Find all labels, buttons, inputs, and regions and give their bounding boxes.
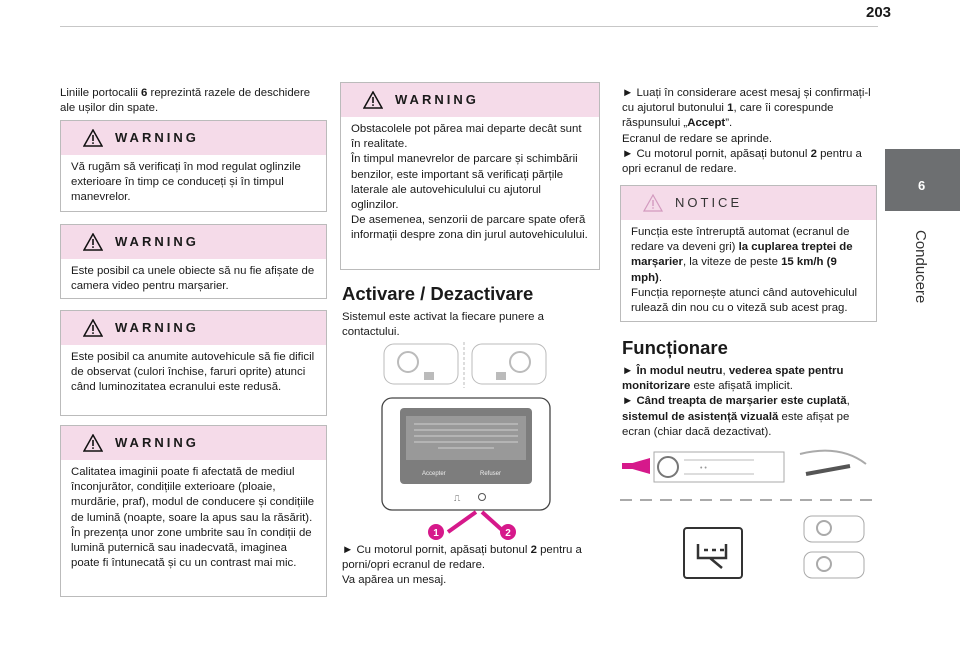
svg-text:• •: • •	[700, 465, 707, 472]
screen-message	[406, 416, 526, 460]
intro-paragraph: Liniile portocalii 6 reprezintă razele de deschidere ale ușilor din spate.	[60, 87, 311, 115]
chapter-tab[interactable]	[885, 149, 960, 211]
steering-wheel-icon	[472, 344, 546, 384]
confirm-instructions: ► Luați în considerare acest mesaj și confirmați-l cu ajutorul butonului 1, care îi corespunde răspunsului „Accept”. Ecranul de redare se aprinde. ► Cu motorul pornit, apăsați butonul 2 pentru a opri ecranul de redare.	[622, 87, 871, 176]
steering-wheel-icon	[804, 516, 864, 578]
warning-box-3: WARNING Este posibil ca anumite autovehicule să fie dificil de observat (culori închise, faruri oprite) atunci când luminozitatea ecranului este redusă.	[60, 310, 327, 416]
warning-triangle-icon	[83, 129, 103, 147]
chapter-title: Conducere	[912, 230, 929, 304]
warning-triangle-icon	[363, 91, 383, 109]
operation-text: ► În modul neutru, vederea spate pentru monitorizare este afișată implicit. ► Când treapta de marșarier este cuplată, sistemul de asistență vizuală este afișat pe ecran (chiar dacă dezactivat).	[622, 365, 850, 438]
section-heading-activation: Activare / Dezactivare	[342, 283, 534, 304]
arrow-to-button-1	[448, 512, 476, 532]
warning-triangle-icon	[83, 434, 103, 452]
refuse-label: Refuser	[480, 471, 502, 477]
header-divider	[60, 26, 878, 27]
activation-instructions: ► Cu motorul pornit, apăsați butonul 2 pentru a porni/opri ecranul de redare. Va apărea un mesaj.	[342, 544, 582, 587]
arrow-to-button-2	[482, 512, 502, 530]
warning-box-1: WARNING Vă rugăm să verificați în mod regulat oglinzile exterioare în timp ce conduceți și în timpul manevrelor.	[60, 120, 327, 212]
steering-wheel-icon	[384, 344, 458, 384]
warning-box-4: WARNING Calitatea imaginii poate fi afectată de mediul înconjurător, condițiile exterioare (ploaie, murdărie, praf), modul de conducere și condițiile de lumină (noapte, soare la apus sau la răsărit). În prezența unor zone umbrite sau în condiții de lumină puternică sau inadecvată, imaginea poate fi întunecată și cu un contrast mai mic.	[60, 425, 327, 597]
section-heading-operation: Funcționare	[622, 337, 728, 358]
warning-triangle-icon	[83, 233, 103, 251]
warning-text: Calitatea imaginii poate fi afectată de mediul înconjurător, condițiile exterioare (ploaie, murdărie, praf), modul de conducere și condițiile de lumină (noapte, soare la apus sau la răsărit). În prezența unor zone umbrite sau în condiții de lumină puternică sau inadecvată, imaginea poate fi întunecată și cu un contrast mai mic.	[71, 466, 315, 570]
page-number: 203	[866, 4, 892, 21]
svg-text:2: 2	[505, 528, 511, 539]
warning-text: Obstacolele pot părea mai departe decât sunt în realitate. În timpul manevrelor de parcare și schimbării benzilor, este important să verificați părțile laterale ale autovehiculului cu ajutorul oglinzilor. De asemenea, senzorii de parcare spate oferă informații despre zona din jurul autovehiculului.	[351, 123, 588, 242]
display-screen-illustration	[378, 336, 554, 540]
notice-box: NOTICE Funcția este întreruptă automat (ecranul de redare va deveni gri) la cuplarea treptei de marșarier, la viteze de peste 15 km/h (9 mph). Funcția repornește atunci când autovehiculul rulează din nou cu o viteză sub acest prag.	[620, 185, 877, 322]
rear-camera-button-icon[interactable]: ⎍	[454, 494, 461, 504]
warning-text: Vă rugăm să verificați în mod regulat oglinzile exterioare în timp ce conduceți și în timpul manevrelor.	[71, 161, 301, 204]
accept-label: Accepter	[422, 471, 446, 477]
warning-text: Este posibil ca anumite autovehicule să fie dificil de observat (culori închise, faruri oprite) atunci când luminozitatea ecranului este redusă.	[71, 351, 315, 394]
notice-text: Funcția este întreruptă automat (ecranul de redare va deveni gri) la cuplarea treptei de marșarier, la viteze de peste 15 km/h (9 mph). Funcția repornește atunci când autovehiculul rulează din nou cu o viteză sub acest prag.	[631, 226, 858, 315]
warning-box-5: WARNING Obstacolele pot părea mai departe decât sunt în realitate. În timpul manevrelor de parcare și schimbării benzilor, este important să verificați părțile laterale ale autovehiculului cu ajutorul oglinzilor. De asemenea, senzorii de parcare spate oferă informații despre zona din jurul autovehiculului.	[340, 82, 600, 270]
rear-camera-button-icon	[684, 528, 742, 578]
gear-lever-illustration	[620, 448, 872, 584]
activation-intro: Sistemul este activat la fiecare punere a contactului.	[342, 311, 544, 339]
notice-triangle-icon	[643, 194, 663, 212]
warning-triangle-icon	[83, 319, 103, 337]
warning-box-2: WARNING Este posibil ca unele obiecte să nu fie afișate de camera video pentru marșarier.	[60, 224, 327, 299]
warning-text: Este posibil ca unele obiecte să nu fie afișate de camera video pentru marșarier.	[71, 265, 315, 293]
steering-wheel-icon	[800, 451, 866, 474]
svg-text:1: 1	[433, 528, 439, 539]
gear-stalk-icon	[654, 452, 784, 482]
chapter-number: 6	[918, 178, 926, 193]
